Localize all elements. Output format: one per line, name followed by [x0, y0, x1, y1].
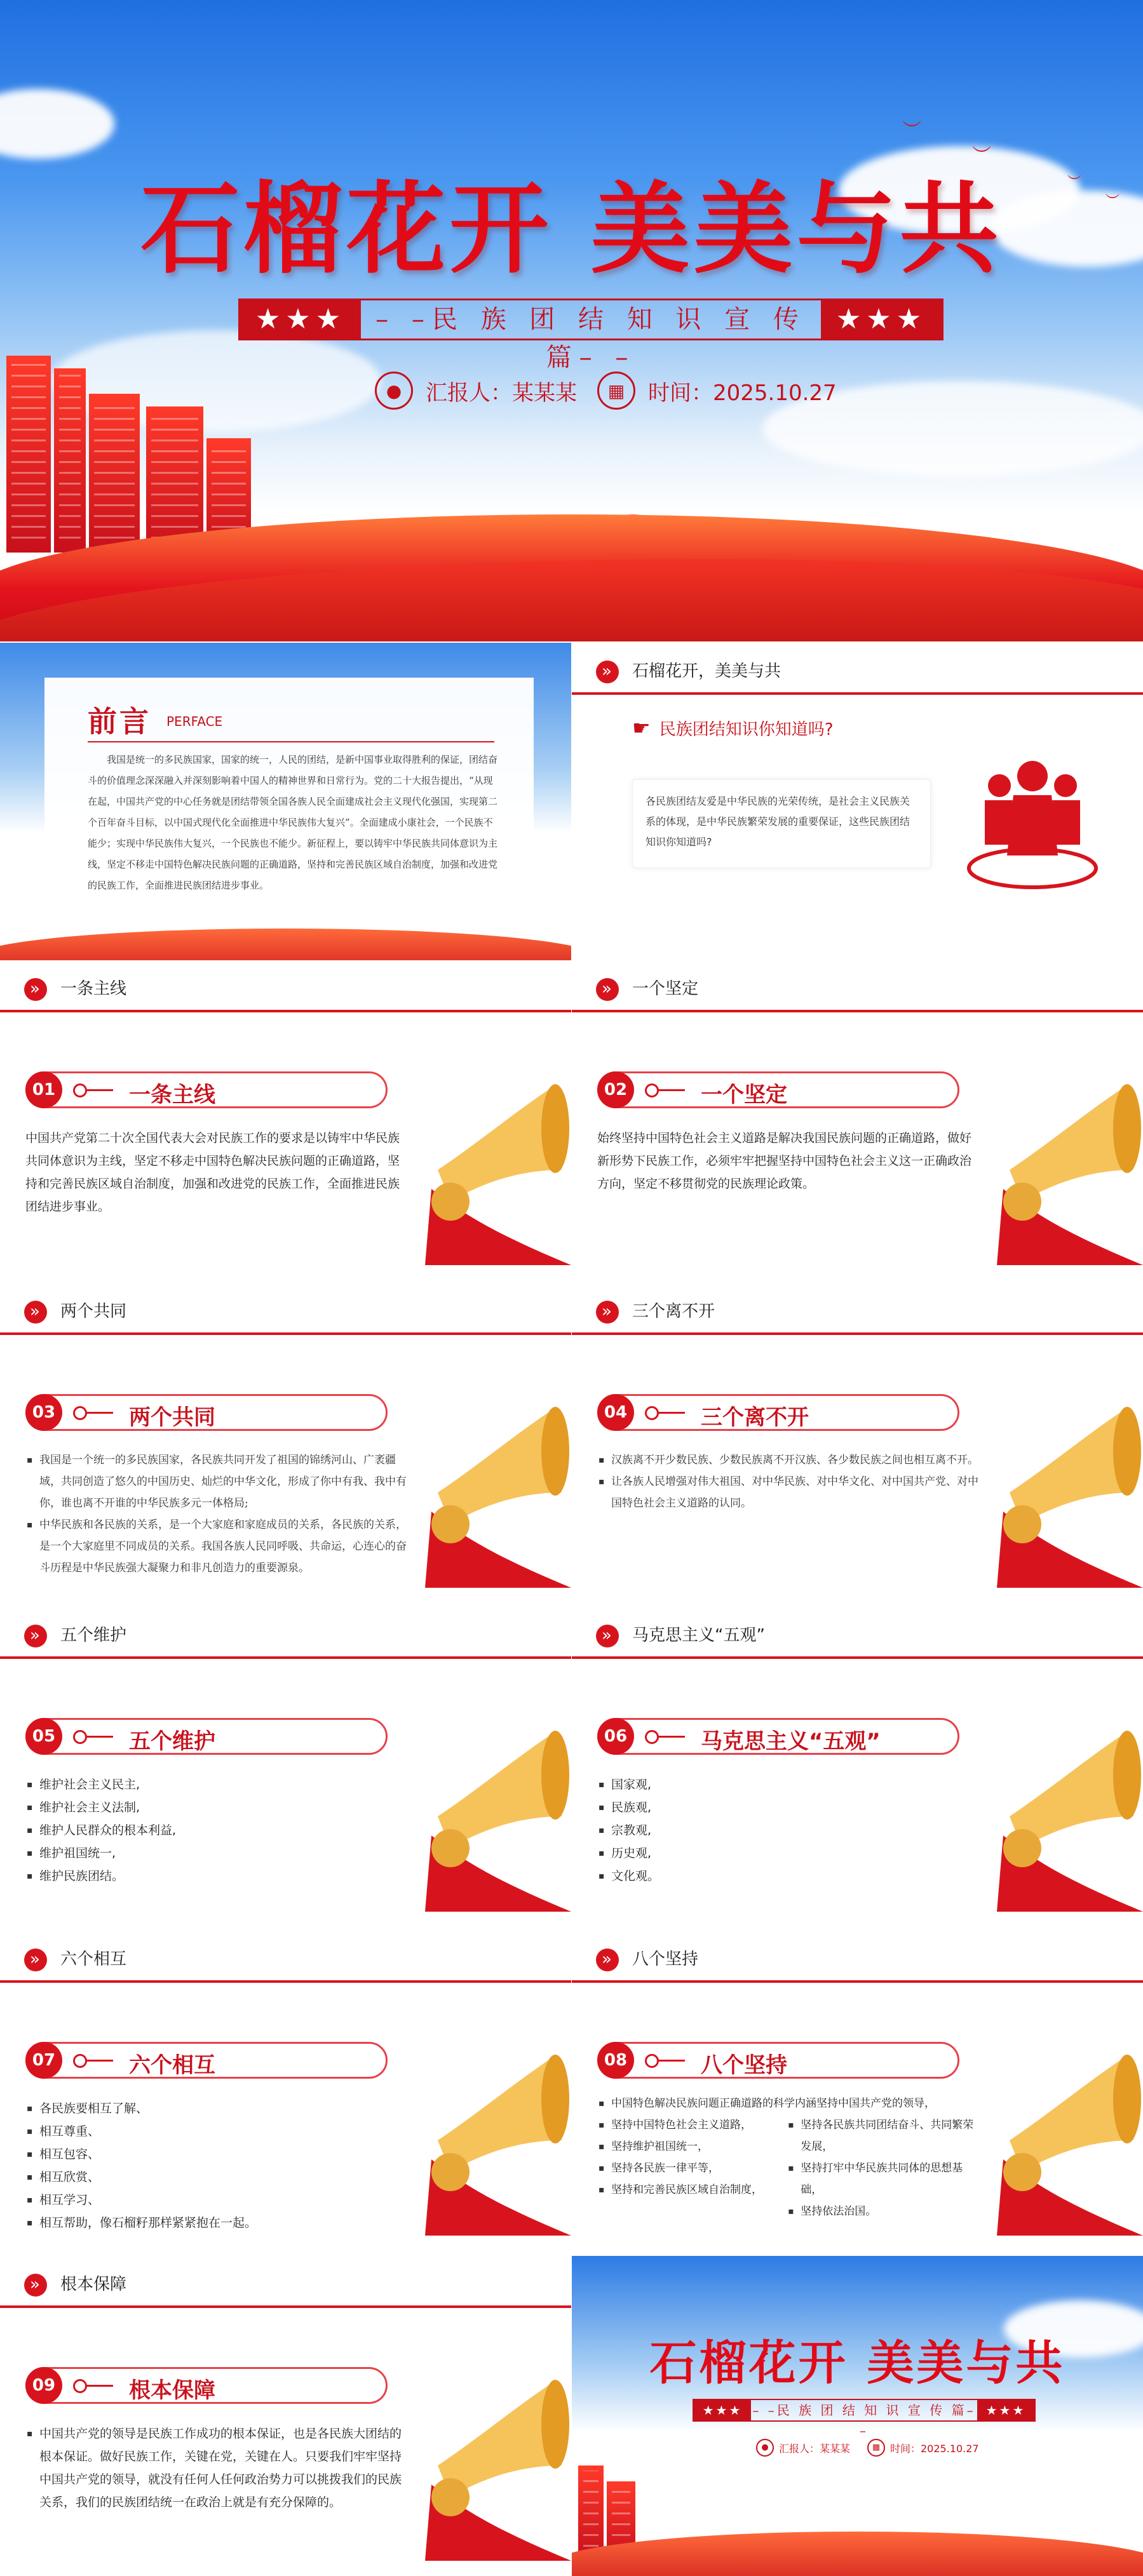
person-icon: ●: [375, 372, 413, 410]
key-icon: [73, 1727, 118, 1745]
slide-header-title: 马克思主义“五观”: [632, 1626, 765, 1645]
section-title-pill: [597, 1071, 959, 1108]
bird-icon: ︶: [1067, 175, 1082, 191]
arrow-icon: [596, 1301, 619, 1324]
divider: [0, 2305, 571, 2308]
calendar-icon: ▦: [597, 372, 635, 410]
section-title-pill: [25, 2367, 388, 2404]
section-slide-09: [0, 2256, 571, 2573]
reporter-info: [756, 2439, 850, 2457]
section-title-pill: [25, 1718, 388, 1755]
trumpet-icon: [425, 1721, 571, 1912]
slide-header-title: 五个维护: [60, 1626, 127, 1645]
section-list: [25, 2422, 407, 2514]
key-icon: [645, 1404, 689, 1421]
list-item: ▪ 维护社会主义民主,: [25, 1773, 407, 1796]
list-item: ▪ 坚持依法治国。: [787, 2201, 978, 2222]
slide-header: [0, 1943, 571, 1976]
divider: [0, 1980, 571, 1983]
section-number: 03: [25, 1394, 62, 1431]
section-slide-01: [0, 960, 571, 1278]
intro-point: 各民族团结友爱是中华民族的光荣传统，是社会主义民族关系的体现，是中华民族繁荣发展的重要保证，这些民族团结知识你知道吗?: [646, 795, 910, 848]
arrow-icon: [596, 1625, 619, 1647]
slide-header: [0, 1296, 571, 1329]
section-title: 马克思主义“五观”: [701, 1729, 881, 1754]
question-text: 民族团结知识你知道吗?: [659, 720, 834, 739]
ending-slide: [572, 2256, 1143, 2576]
section-title: 八个坚持: [701, 2053, 787, 2078]
section-title-pill: [597, 2042, 959, 2079]
ending-subtitle: – –民 族 团 结 知 识 宣 传 篇– –: [752, 2403, 976, 2438]
divider: [572, 1332, 1143, 1335]
calendar-icon: ▦: [867, 2439, 885, 2457]
stars-decoration: ★★★: [240, 300, 361, 339]
slide-header: [572, 655, 1143, 688]
section-title: 五个维护: [129, 1729, 215, 1754]
section-title-pill: [25, 1071, 388, 1108]
section-title-pill: [597, 1718, 959, 1755]
building: [54, 368, 86, 553]
slide-header: [0, 1620, 571, 1653]
building: [89, 394, 140, 553]
section-number: 05: [25, 1718, 62, 1755]
list-item: ▪ 中国共产党的领导是民族工作成功的根本保证，也是各民族大团结的根本保证。做好民族工作，关键在党，关键在人。只要我们牢牢坚持中国共产党的领导，就没有任何人任何政治势力可以挑拨我们的民族关系，我们的民族团结统一在政治上就是有充分保障的。: [25, 2422, 407, 2514]
slide-header: [0, 2269, 571, 2302]
section-title: 根本保障: [129, 2378, 215, 2403]
reporter-label: 汇报人：某某某: [779, 2442, 851, 2455]
list-item: ▪ 各民族要相互了解、: [25, 2097, 407, 2120]
slide-header: [572, 1943, 1143, 1976]
person-icon: ●: [756, 2439, 774, 2457]
divider: [572, 1010, 1143, 1012]
trumpet-icon: [425, 1397, 571, 1588]
list-item: ▪ 历史观,: [597, 1842, 978, 1865]
section-slide-04: [572, 1283, 1143, 1600]
list-item: ▪ 坚持打牢中华民族共同体的思想基础，: [787, 2157, 978, 2201]
time-info: [597, 372, 837, 410]
key-icon: [73, 1404, 118, 1421]
bird-icon: ︶: [1106, 194, 1120, 210]
section-slide-06: [572, 1607, 1143, 1924]
list-item: ▪ 民族观,: [597, 1796, 978, 1819]
arrow-icon: [24, 1949, 47, 1971]
list-item: ▪ 汉族离不开少数民族、少数民族离不开汉族、各少数民族之间也相互离不开。: [597, 1449, 978, 1471]
section-number: 02: [597, 1071, 634, 1108]
bird-icon: ︶: [902, 119, 921, 142]
divider: [572, 1980, 1143, 1983]
team-icon: [963, 751, 1102, 897]
trumpet-icon: [997, 1397, 1143, 1588]
list-item: ▪ 相互包容、: [25, 2143, 407, 2166]
section-list: [597, 2093, 978, 2222]
list-item: ▪ 相互帮助，像石榴籽那样紧紧抱在一起。: [25, 2211, 407, 2234]
divider: [0, 1010, 571, 1012]
list-item: ▪ 维护社会主义法制,: [25, 1796, 407, 1819]
section-title: 一个坚定: [701, 1082, 787, 1108]
section-number: 01: [25, 1071, 62, 1108]
section-slide-02: [572, 960, 1143, 1278]
slide-header-title: 石榴花开，美美与共: [632, 662, 781, 681]
cloud: [0, 89, 114, 159]
list-item: ▪ 文化观。: [597, 1865, 978, 1888]
arrow-icon: [596, 978, 619, 1001]
trumpet-icon: [425, 1075, 571, 1265]
slide-header: [0, 973, 571, 1006]
ending-title: 石榴花开 美美与共: [649, 2336, 1065, 2391]
section-title: 三个离不开: [701, 1405, 809, 1430]
list-item: ▪ 坚持各民族共同团结奋斗、共同繁荣发展，: [787, 2114, 978, 2157]
divider: [572, 1656, 1143, 1659]
divider: [0, 1332, 571, 1335]
divider: [572, 692, 1143, 695]
section-slide-07: [0, 1931, 571, 2248]
section-number: 04: [597, 1394, 634, 1431]
reporter-label: 汇报人：某某某: [426, 380, 577, 406]
list-item: ▪ 坚持和完善民族区域自治制度，: [597, 2179, 771, 2201]
section-list: [597, 1449, 978, 1514]
trumpet-icon: [425, 2045, 571, 2236]
list-item: ▪ 坚持维护祖国统一，: [597, 2136, 771, 2157]
trumpet-icon: [997, 2045, 1143, 2236]
section-list: [597, 1773, 978, 1888]
section-list: [25, 2097, 407, 2234]
preface-slide: [0, 643, 571, 960]
list-item: ▪ 坚持各民族一律平等，: [597, 2157, 771, 2179]
list-item: ▪ 维护祖国统一,: [25, 1842, 407, 1865]
section-title-pill: [25, 2042, 388, 2079]
key-icon: [645, 1081, 689, 1099]
section-title: 六个相互: [129, 2053, 215, 2078]
divider: [88, 741, 494, 742]
trumpet-icon: [997, 1721, 1143, 1912]
section-slide-05: [0, 1607, 571, 1924]
bird-icon: ︶: [972, 145, 991, 167]
preface-title: 前言: [88, 704, 151, 739]
section-list: [25, 1449, 407, 1579]
question: [632, 716, 834, 740]
arrow-icon: [596, 1949, 619, 1971]
slide-header-title: 根本保障: [60, 2275, 127, 2294]
section-slide-08: [572, 1931, 1143, 2248]
cover-title: 石榴花开 美美与共: [140, 171, 1003, 287]
list-item: ▪ 国家观,: [597, 1773, 978, 1796]
list-item: ▪ 宗教观,: [597, 1819, 978, 1842]
slide-header-title: 八个坚持: [632, 1950, 699, 1969]
list-item: ▪ 维护人民群众的根本利益,: [25, 1819, 407, 1842]
key-icon: [645, 1727, 689, 1745]
list-item: ▪ 让各族人民增强对伟大祖国、对中华民族、对中华文化、对中国共产党、对中国特色社会主义道路的认同。: [597, 1471, 978, 1514]
time-label: 时间：2025.10.27: [890, 2442, 979, 2455]
list-item: ▪ 维护民族团结。: [25, 1865, 407, 1888]
cover-subtitle-bar: [238, 299, 943, 372]
building: [6, 356, 51, 553]
list-item: ▪ 我国是一个统一的多民族国家，各民族共同开发了祖国的锦绣河山、广袤疆域，共同创造了悠久的中国历史、灿烂的中华文化，形成了你中有我、我中有你，谁也离不开谁的中华民族多元一体格局;: [25, 1449, 407, 1514]
arrow-icon: [24, 1301, 47, 1324]
slide-header-title: 一条主线: [60, 979, 127, 998]
section-title-pill: [25, 1394, 388, 1431]
red-silk-wave: [572, 2532, 1143, 2576]
preface-text: 我国是统一的多民族国家，国家的统一，人民的团结，是新中国事业取得胜利的保证，团结奋斗的价值理念深深融入并深刻影响着中国人的精神世界和日常行为。党的二十大报告提出，“从现在起，中国共产党的中心任务就是团结带领全国各族人民全面建成社会主义现代化强国，实现第二个百年奋斗目标，以中国式现代化全面推进中华民族伟大复兴”。全面建成小康社会，一个民族不能少；实现中华民族伟大复兴，一个民族也不能少。新征程上，要以铸牢中华民族共同体意识为主线，坚定不移走中国特色解决民族问题的正确道路，坚持和完善民族区域自治制度，加强和改进党的民族工作，全面推进民族团结进步事业。: [88, 754, 498, 891]
arrow-icon: [596, 661, 619, 683]
list-item: ▪ 坚持中国特色社会主义道路，: [597, 2114, 771, 2136]
section-paragraph: 中国共产党第二十次全国代表大会对民族工作的要求是以铸牢中华民族共同体意识为主线，坚定不移走中国特色解决民族问题的正确道路，坚持和完善民族区域自治制度，加强和改进党的民族工作，全面推进民族团结进步事业。: [25, 1131, 400, 1214]
section-title: 两个共同: [129, 1405, 215, 1430]
section-number: 08: [597, 2042, 634, 2079]
section-paragraph: 始终坚持中国特色社会主义道路是解决我国民族问题的正确道路，做好新形势下民族工作，必须牢牢把握坚持中国特色社会主义这一正确政治方向，坚定不移贯彻党的民族理论政策。: [597, 1131, 972, 1191]
section-number: 06: [597, 1718, 634, 1755]
divider: [0, 1656, 571, 1659]
arrow-icon: [24, 978, 47, 1001]
arrow-icon: [24, 1625, 47, 1647]
key-icon: [645, 2051, 689, 2069]
intro-point-box: [632, 779, 931, 868]
ending-subtitle-bar: [693, 2399, 1036, 2438]
reporter-info: [375, 372, 577, 410]
stars-decoration: ★★★: [694, 2400, 751, 2420]
arrow-icon: [24, 2274, 47, 2297]
key-icon: [73, 2377, 118, 2394]
list-item: ▪ 相互学习、: [25, 2189, 407, 2211]
building: [146, 406, 203, 553]
stars-decoration: ★★★: [821, 300, 942, 339]
section-number: 09: [25, 2367, 62, 2404]
stars-decoration: ★★★: [977, 2400, 1034, 2420]
slide-header-title: 一个坚定: [632, 979, 699, 998]
section-title: 一条主线: [129, 1082, 215, 1108]
preface-subtitle-en: PERFACE: [166, 714, 223, 729]
slide-header-title: 六个相互: [60, 1950, 127, 1969]
section-slide-03: [0, 1283, 571, 1600]
key-icon: [73, 2051, 118, 2069]
slide-header-title: 三个离不开: [632, 1302, 715, 1321]
cover-slide: [0, 0, 1143, 641]
trumpet-icon: [997, 1075, 1143, 1265]
slide-header-title: 两个共同: [60, 1302, 127, 1321]
list-item: ▪ 相互尊重、: [25, 2120, 407, 2143]
key-icon: [73, 1081, 118, 1099]
time-label: 时间：2025.10.27: [648, 380, 837, 406]
trumpet-icon: [425, 2370, 571, 2561]
section-title-pill: [597, 1394, 959, 1431]
time-info: [867, 2439, 979, 2457]
section-list: [25, 1773, 407, 1888]
section-number: 07: [25, 2042, 62, 2079]
list-item: ▪ 中国特色解决民族问题正确道路的科学内涵坚持中国共产党的领导，: [597, 2093, 978, 2114]
intro-slide: [572, 643, 1143, 960]
pointing-hand-icon: ☛: [632, 716, 651, 740]
list-item: ▪ 相互欣赏、: [25, 2166, 407, 2189]
slide-header: [572, 1620, 1143, 1653]
list-item: ▪ 中华民族和各民族的关系，是一个大家庭和家庭成员的关系，各民族的关系，是一个大家庭里不同成员的关系。我国各族人民同呼吸、共命运，心连心的奋斗历程是中华民族强大凝聚力和非凡创造力的重要源泉。: [25, 1514, 407, 1579]
cover-subtitle: – –民 族 团 结 知 识 宣 传 篇– –: [375, 305, 806, 372]
slide-header: [572, 1296, 1143, 1329]
slide-header: [572, 973, 1143, 1006]
